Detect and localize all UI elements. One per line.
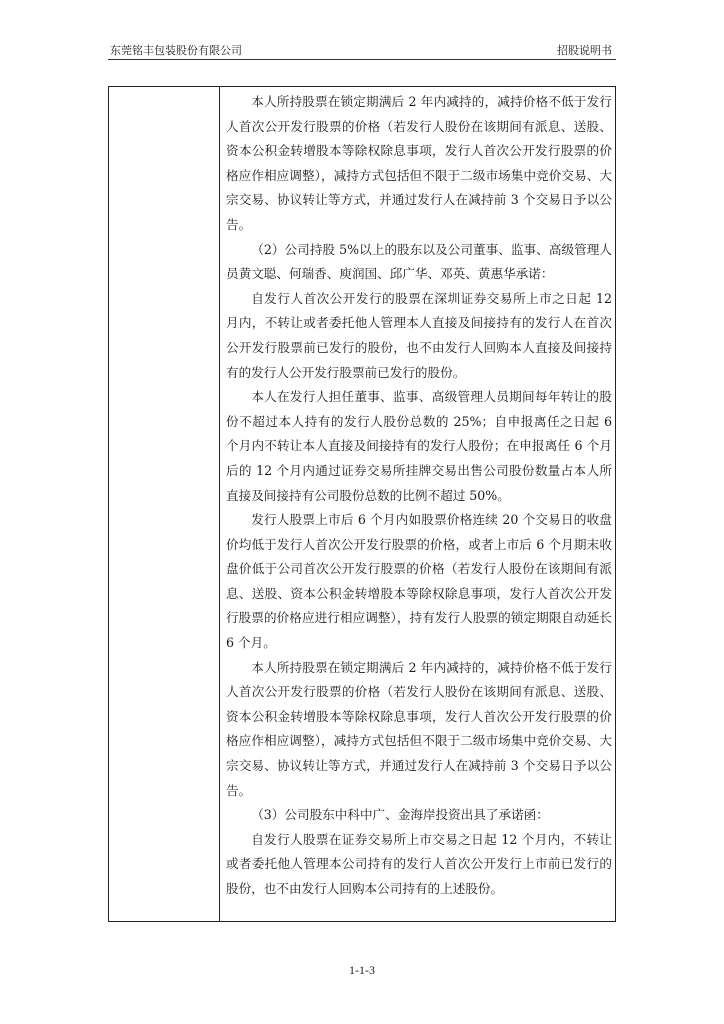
paragraph-5: 发行人股票上市后 6 个月内如股票价格连续 20 个交易日的收盘价均低于发行人首次公开发行股票的价格，或者上市后 6 个月期末收盘价低于公司首次公开发行股票的价格（若发行人股份在该期间有派息、送股、资本公积金转增股本等除权除息事项，发行人首次公开发行股票的价格应进行相应调整），持有发行人股票的锁定期限自动延长 6 个月。 <box>226 512 612 651</box>
page-number: 1-1-3 <box>349 963 375 977</box>
page-header <box>108 40 616 60</box>
paragraph-7: （3）公司股东中科中广、金海岸投资出具了承诺函： <box>251 807 549 823</box>
company-name: 东莞铭丰包装股份有限公司 <box>110 44 242 57</box>
paragraph-3: 自发行人首次公开发行的股票在深圳证券交易所上市之日起 12 月内，不转让或者委托他人管理本人直接及间接持有的发行人在首次公开发行股票前已发行的股份，也不由发行人回购本人直接及间接持有的发行人公开发行股票前已发行的股份。 <box>226 290 612 380</box>
table-left-column <box>109 87 220 921</box>
table-content-cell <box>226 90 612 902</box>
paragraph-2: （2）公司持股 5%以上的股东以及公司董事、监事、高级管理人员黄文聪、何瑞香、庾润国、邱广华、邓英、黄惠华承诺： <box>226 241 612 282</box>
paragraph-8: 自发行人股票在证券交易所上市交易之日起 12 个月内，不转让或者委托他人管理本公司持有的发行人首次公开发行上市前已发行的股份，也不由发行人回购本公司持有的上述股份。 <box>226 831 612 896</box>
paragraph-6: 本人所持股票在锁定期满后 2 年内减持的，减持价格不低于发行人首次公开发行股票的价格（若发行人股份在该期间有派息、送股、资本公积金转增股本等除权除息事项，发行人首次公开发行股票的价格应作相应调整），减持方式包括但不限于二级市场集中竞价交易、大宗交易、协议转让等方式，并通过发行人在减持前 3 个交易日予以公告。 <box>226 659 612 798</box>
paragraph-4: 本人在发行人担任董事、监事、高级管理人员期间每年转让的股份不超过本人持有的发行人股份总数的 25%；自申报离任之日起 6 个月内不转让本人直接及间接持有的发行人股份；在申报离任 6 个月后的 12 个月内通过证券交易所挂牌交易出售公司股份数量占本人所直接及间接持有公司股份总数的比例不超过 50%。 <box>226 389 612 503</box>
header-rule <box>108 59 616 60</box>
paragraph-1: 本人所持股票在锁定期满后 2 年内减持的，减持价格不低于发行人首次公开发行股票的价格（若发行人股份在该期间有派息、送股、资本公积金转增股本等除权除息事项，发行人首次公开发行股票的价格应作相应调整），减持方式包括但不限于二级市场集中竞价交易、大宗交易、协议转让等方式，并通过发行人在减持前 3 个交易日予以公告。 <box>226 94 612 232</box>
commitment-table <box>108 86 616 922</box>
document-title: 招股说明书 <box>557 44 612 57</box>
